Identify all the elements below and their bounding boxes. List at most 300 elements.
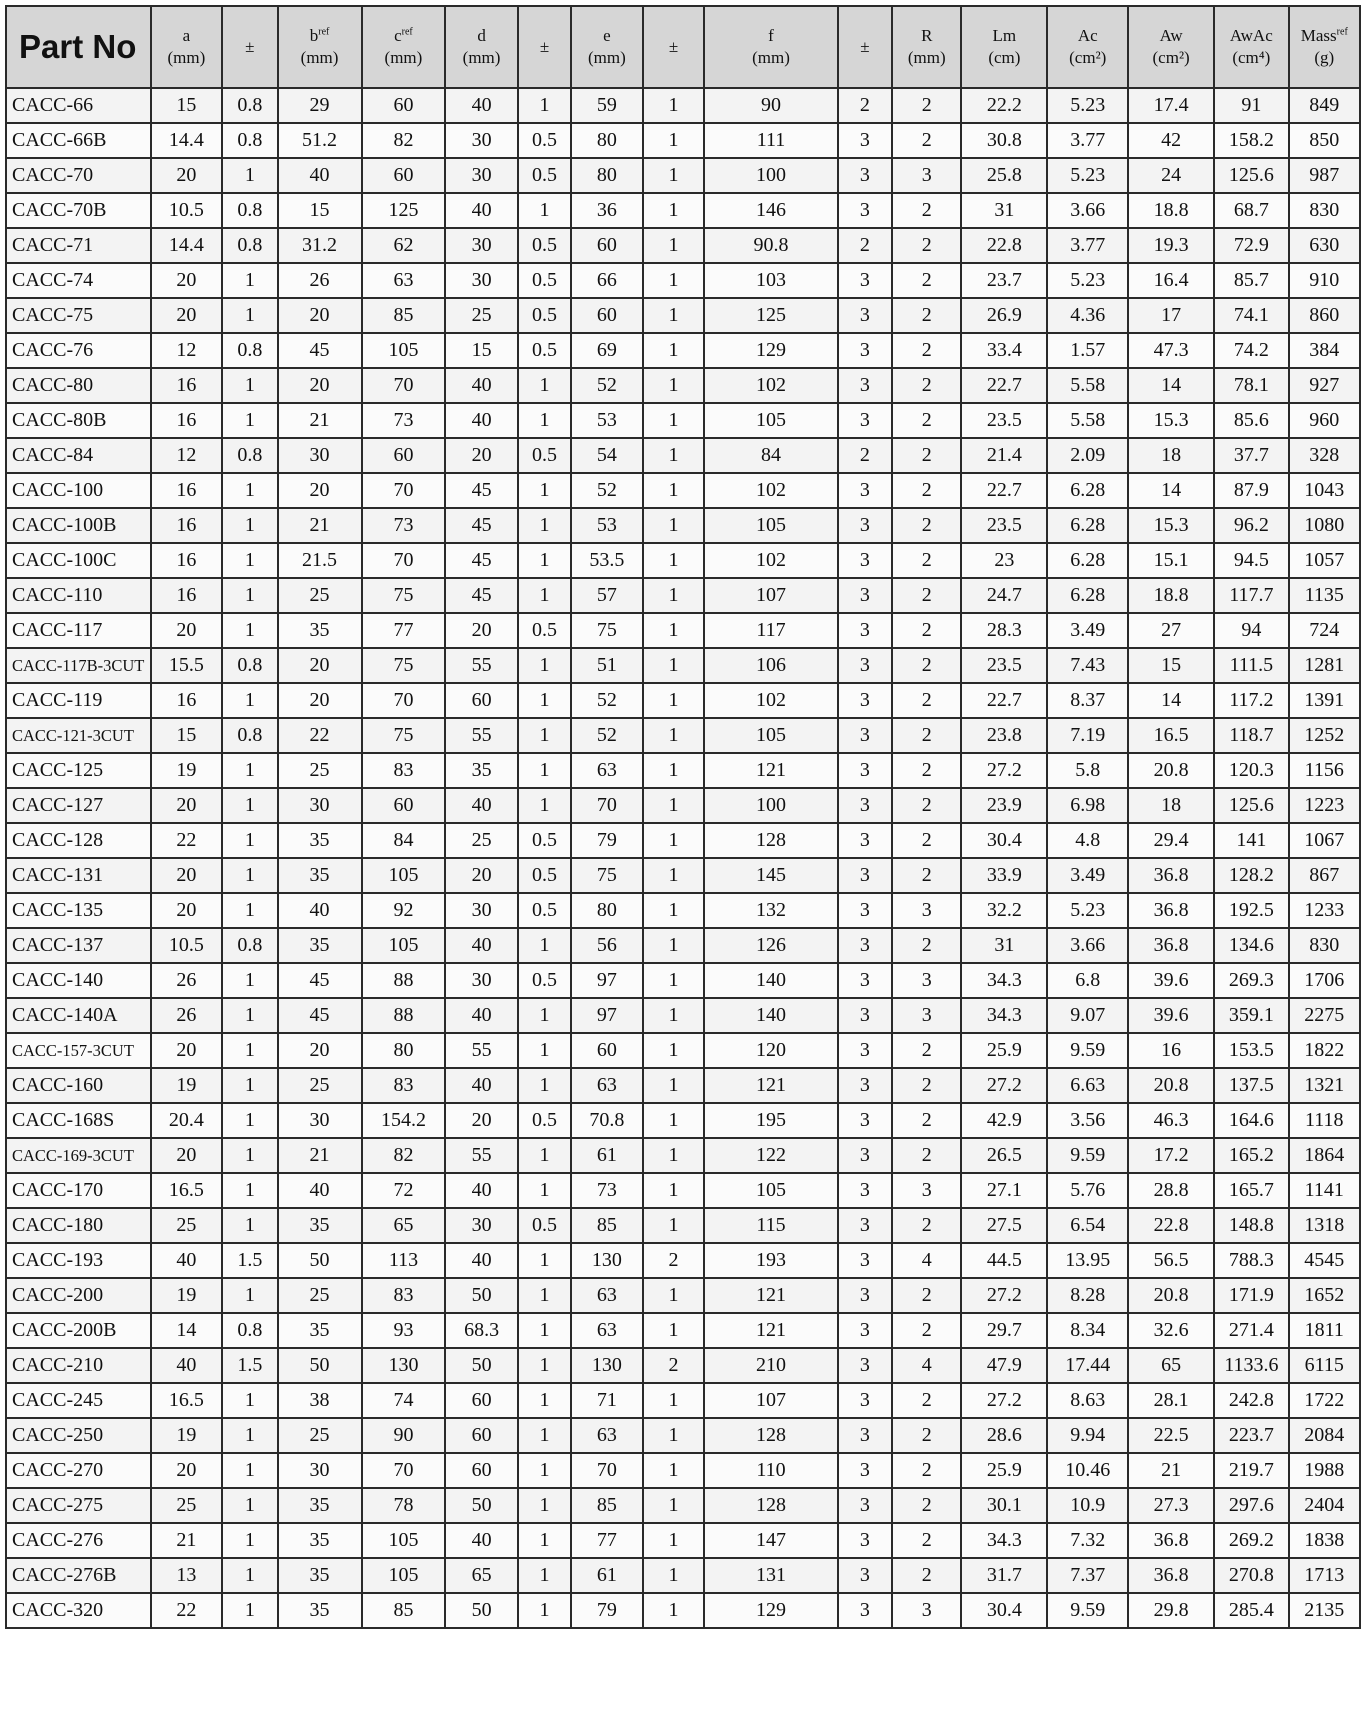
cell-c: 85 [362, 1593, 446, 1628]
cell-c: 77 [362, 613, 446, 648]
cell-mass: 4545 [1289, 1243, 1360, 1278]
cell-tol_f: 3 [838, 683, 893, 718]
cell-aw: 28.8 [1128, 1173, 1214, 1208]
cell-f: 121 [704, 1278, 837, 1313]
cell-awac: 164.6 [1214, 1103, 1288, 1138]
cell-tol_e: 1 [643, 1558, 705, 1593]
cell-ac: 3.66 [1047, 193, 1128, 228]
table-row [6, 1138, 1360, 1173]
cell-awac: 74.1 [1214, 298, 1288, 333]
cell-b: 40 [278, 158, 362, 193]
cell-mass: 2404 [1289, 1488, 1360, 1523]
cell-c: 75 [362, 718, 446, 753]
cell-b: 21 [278, 1138, 362, 1173]
cell-d: 40 [445, 998, 517, 1033]
cell-aw: 14 [1128, 368, 1214, 403]
cell-awac: 148.8 [1214, 1208, 1288, 1243]
column-header-r [892, 6, 961, 88]
cell-tol_e: 1 [643, 648, 705, 683]
cell-r: 2 [892, 543, 961, 578]
cell-lm: 33.9 [961, 858, 1047, 893]
cell-f: 102 [704, 543, 837, 578]
cell-ac: 8.37 [1047, 683, 1128, 718]
column-header-symbol-text: b [309, 26, 319, 45]
cell-c: 78 [362, 1488, 446, 1523]
part-number-cell: CACC-110 [6, 578, 151, 613]
cell-tol_a: 1.5 [222, 1348, 278, 1383]
cell-ac: 3.49 [1047, 613, 1128, 648]
cell-aw: 14 [1128, 473, 1214, 508]
cell-c: 105 [362, 858, 446, 893]
cell-d: 30 [445, 158, 517, 193]
cell-tol_e: 1 [643, 1313, 705, 1348]
part-number-cell: CACC-66 [6, 88, 151, 123]
cell-tol_d: 1 [518, 998, 571, 1033]
cell-r: 2 [892, 788, 961, 823]
table-row [6, 578, 1360, 613]
cell-a: 25 [151, 1208, 222, 1243]
cell-c: 105 [362, 1523, 446, 1558]
cell-c: 88 [362, 963, 446, 998]
cell-d: 20 [445, 858, 517, 893]
cell-tol_a: 1.5 [222, 1243, 278, 1278]
cell-b: 51.2 [278, 123, 362, 158]
column-header-symbol-text: Ac [1077, 26, 1098, 45]
cell-f: 121 [704, 1068, 837, 1103]
cell-c: 90 [362, 1418, 446, 1453]
cell-d: 55 [445, 1033, 517, 1068]
cell-aw: 15 [1128, 648, 1214, 683]
cell-b: 25 [278, 753, 362, 788]
cell-e: 80 [571, 158, 642, 193]
cell-f: 140 [704, 998, 837, 1033]
cell-ac: 4.8 [1047, 823, 1128, 858]
part-number-cell: CACC-117 [6, 613, 151, 648]
cell-tol_a: 1 [222, 753, 278, 788]
cell-b: 15 [278, 193, 362, 228]
part-number-cell: CACC-193 [6, 1243, 151, 1278]
cell-r: 2 [892, 1383, 961, 1418]
cell-tol_d: 1 [518, 1068, 571, 1103]
table-row [6, 158, 1360, 193]
cell-aw: 16 [1128, 1033, 1214, 1068]
cell-tol_f: 3 [838, 1068, 893, 1103]
cell-tol_e: 1 [643, 858, 705, 893]
cell-r: 3 [892, 893, 961, 928]
part-number-cell: CACC-125 [6, 753, 151, 788]
table-row [6, 1243, 1360, 1278]
cell-d: 40 [445, 1173, 517, 1208]
cell-c: 70 [362, 683, 446, 718]
cell-c: 125 [362, 193, 446, 228]
cell-tol_d: 1 [518, 1523, 571, 1558]
column-header-unit: (cm²) [1069, 48, 1107, 67]
cell-tol_f: 3 [838, 718, 893, 753]
column-header-symbol-text: a [182, 26, 191, 45]
cell-mass: 867 [1289, 858, 1360, 893]
cell-tol_f: 3 [838, 998, 893, 1033]
cell-e: 70 [571, 788, 642, 823]
cell-aw: 15.1 [1128, 543, 1214, 578]
cell-tol_a: 1 [222, 823, 278, 858]
column-header-symbol [223, 36, 277, 58]
cell-ac: 6.28 [1047, 473, 1128, 508]
cell-r: 2 [892, 928, 961, 963]
cell-awac: 94.5 [1214, 543, 1288, 578]
cell-a: 20 [151, 858, 222, 893]
table-row [6, 298, 1360, 333]
cell-mass: 860 [1289, 298, 1360, 333]
cell-aw: 36.8 [1128, 893, 1214, 928]
cell-b: 21.5 [278, 543, 362, 578]
cell-e: 85 [571, 1208, 642, 1243]
cell-tol_d: 1 [518, 1313, 571, 1348]
cell-tol_e: 1 [643, 298, 705, 333]
cell-c: 75 [362, 648, 446, 683]
cell-e: 63 [571, 1068, 642, 1103]
cell-ac: 2.09 [1047, 438, 1128, 473]
cell-tol_d: 1 [518, 543, 571, 578]
cell-d: 40 [445, 928, 517, 963]
cell-mass: 1233 [1289, 893, 1360, 928]
cell-c: 65 [362, 1208, 446, 1243]
part-number-cell: CACC-70B [6, 193, 151, 228]
cell-f: 102 [704, 683, 837, 718]
cell-e: 57 [571, 578, 642, 613]
cell-b: 21 [278, 508, 362, 543]
column-header-unit: (mm) [384, 48, 423, 67]
cell-tol_d: 0.5 [518, 823, 571, 858]
cell-e: 52 [571, 473, 642, 508]
cell-b: 35 [278, 858, 362, 893]
cell-awac: 297.6 [1214, 1488, 1288, 1523]
cell-aw: 20.8 [1128, 1278, 1214, 1313]
part-number-cell: CACC-70 [6, 158, 151, 193]
cell-tol_d: 0.5 [518, 858, 571, 893]
cell-mass: 630 [1289, 228, 1360, 263]
cell-e: 53.5 [571, 543, 642, 578]
cell-lm: 31 [961, 928, 1047, 963]
cell-b: 35 [278, 1208, 362, 1243]
column-header-unit: (mm) [167, 48, 206, 67]
cell-d: 15 [445, 333, 517, 368]
cell-tol_e: 1 [643, 1523, 705, 1558]
cell-tol_e: 1 [643, 928, 705, 963]
cell-mass: 1988 [1289, 1453, 1360, 1488]
cell-awac: 153.5 [1214, 1033, 1288, 1068]
part-number-cell: CACC-75 [6, 298, 151, 333]
cell-f: 195 [704, 1103, 837, 1138]
column-header-unit: (cm⁴) [1232, 48, 1271, 67]
cell-tol_a: 1 [222, 1593, 278, 1628]
cell-ac: 6.54 [1047, 1208, 1128, 1243]
cell-f: 90.8 [704, 228, 837, 263]
column-header-symbol-text: Mass [1300, 26, 1337, 45]
column-header-mass [1289, 6, 1360, 88]
table-row [6, 1418, 1360, 1453]
cell-b: 20 [278, 368, 362, 403]
cell-tol_a: 0.8 [222, 718, 278, 753]
cell-d: 40 [445, 1068, 517, 1103]
cell-aw: 65 [1128, 1348, 1214, 1383]
cell-aw: 32.6 [1128, 1313, 1214, 1348]
cell-a: 15 [151, 88, 222, 123]
cell-a: 12 [151, 333, 222, 368]
cell-awac: 85.7 [1214, 263, 1288, 298]
cell-r: 2 [892, 333, 961, 368]
cell-aw: 14 [1128, 683, 1214, 718]
cell-d: 40 [445, 403, 517, 438]
cell-ac: 6.28 [1047, 578, 1128, 613]
cell-ac: 6.28 [1047, 508, 1128, 543]
cell-tol_d: 1 [518, 1453, 571, 1488]
table-row [6, 1593, 1360, 1628]
part-number-cell: CACC-84 [6, 438, 151, 473]
cell-lm: 27.2 [961, 1068, 1047, 1103]
cell-tol_a: 1 [222, 403, 278, 438]
cell-mass: 850 [1289, 123, 1360, 158]
cell-e: 75 [571, 613, 642, 648]
cell-lm: 27.2 [961, 1278, 1047, 1313]
cell-d: 60 [445, 1453, 517, 1488]
cell-mass: 1811 [1289, 1313, 1360, 1348]
cell-r: 2 [892, 648, 961, 683]
cell-aw: 36.8 [1128, 1558, 1214, 1593]
cell-d: 45 [445, 543, 517, 578]
cell-ac: 5.23 [1047, 158, 1128, 193]
cell-lm: 34.3 [961, 963, 1047, 998]
table-row [6, 1523, 1360, 1558]
cell-r: 2 [892, 1488, 961, 1523]
cell-tol_e: 1 [643, 963, 705, 998]
cell-d: 50 [445, 1593, 517, 1628]
column-header-unit: (g) [1314, 48, 1335, 67]
cell-mass: 2135 [1289, 1593, 1360, 1628]
cell-tol_a: 1 [222, 1138, 278, 1173]
cell-tol_e: 1 [643, 1383, 705, 1418]
cell-tol_d: 0.5 [518, 438, 571, 473]
cell-tol_f: 3 [838, 893, 893, 928]
cell-f: 125 [704, 298, 837, 333]
table-row [6, 753, 1360, 788]
cell-awac: 270.8 [1214, 1558, 1288, 1593]
cell-d: 45 [445, 578, 517, 613]
cell-e: 52 [571, 718, 642, 753]
cell-tol_d: 0.5 [518, 893, 571, 928]
cell-awac: 128.2 [1214, 858, 1288, 893]
cell-tol_f: 3 [838, 928, 893, 963]
cell-f: 121 [704, 753, 837, 788]
cell-awac: 788.3 [1214, 1243, 1288, 1278]
cell-aw: 16.4 [1128, 263, 1214, 298]
cell-tol_f: 3 [838, 473, 893, 508]
cell-ac: 9.94 [1047, 1418, 1128, 1453]
cell-e: 79 [571, 1593, 642, 1628]
cell-tol_f: 3 [838, 158, 893, 193]
cell-ac: 8.28 [1047, 1278, 1128, 1313]
part-number-cell: CACC-245 [6, 1383, 151, 1418]
cell-d: 20 [445, 613, 517, 648]
cell-b: 35 [278, 1593, 362, 1628]
cell-tol_a: 1 [222, 508, 278, 543]
cell-e: 77 [571, 1523, 642, 1558]
cell-tol_e: 1 [643, 683, 705, 718]
cell-tol_e: 1 [643, 473, 705, 508]
cell-aw: 36.8 [1128, 1523, 1214, 1558]
cell-awac: 285.4 [1214, 1593, 1288, 1628]
cell-f: 84 [704, 438, 837, 473]
table-row [6, 193, 1360, 228]
cell-mass: 1391 [1289, 683, 1360, 718]
column-header-symbol-text: c [394, 26, 402, 45]
part-number-cell: CACC-100 [6, 473, 151, 508]
cell-aw: 17 [1128, 298, 1214, 333]
cell-c: 105 [362, 333, 446, 368]
table-row [6, 333, 1360, 368]
cell-tol_f: 3 [838, 648, 893, 683]
cell-a: 20 [151, 1033, 222, 1068]
cell-tol_e: 1 [643, 543, 705, 578]
cell-d: 45 [445, 473, 517, 508]
cell-tol_e: 1 [643, 158, 705, 193]
part-number-cell: CACC-210 [6, 1348, 151, 1383]
cell-tol_f: 3 [838, 1383, 893, 1418]
cell-tol_e: 1 [643, 438, 705, 473]
cell-a: 22 [151, 823, 222, 858]
column-header-symbol [572, 25, 641, 47]
cell-tol_e: 1 [643, 193, 705, 228]
cell-tol_d: 1 [518, 193, 571, 228]
core-spec-table [5, 5, 1361, 1629]
cell-lm: 25.8 [961, 158, 1047, 193]
cell-awac: 1133.6 [1214, 1348, 1288, 1383]
cell-ac: 5.58 [1047, 368, 1128, 403]
cell-tol_d: 1 [518, 1348, 571, 1383]
cell-tol_e: 1 [643, 403, 705, 438]
cell-e: 36 [571, 193, 642, 228]
cell-lm: 22.7 [961, 683, 1047, 718]
cell-tol_e: 1 [643, 1453, 705, 1488]
column-header-superscript: ref [401, 26, 413, 38]
cell-tol_a: 1 [222, 1103, 278, 1138]
cell-r: 3 [892, 158, 961, 193]
cell-tol_f: 3 [838, 578, 893, 613]
cell-c: 82 [362, 123, 446, 158]
column-header-symbol [363, 25, 445, 47]
cell-tol_a: 0.8 [222, 193, 278, 228]
cell-c: 63 [362, 263, 446, 298]
cell-d: 60 [445, 1418, 517, 1453]
part-number-cell: CACC-250 [6, 1418, 151, 1453]
cell-tol_d: 0.5 [518, 263, 571, 298]
column-header-aw [1128, 6, 1214, 88]
cell-e: 80 [571, 893, 642, 928]
cell-a: 22 [151, 1593, 222, 1628]
cell-tol_e: 1 [643, 578, 705, 613]
cell-b: 35 [278, 823, 362, 858]
table-row [6, 1033, 1360, 1068]
cell-e: 80 [571, 123, 642, 158]
cell-a: 20 [151, 893, 222, 928]
cell-ac: 3.56 [1047, 1103, 1128, 1138]
part-number-cell: CACC-100C [6, 543, 151, 578]
cell-ac: 5.58 [1047, 403, 1128, 438]
cell-awac: 223.7 [1214, 1418, 1288, 1453]
cell-awac: 72.9 [1214, 228, 1288, 263]
cell-awac: 158.2 [1214, 123, 1288, 158]
cell-aw: 29.8 [1128, 1593, 1214, 1628]
cell-tol_f: 3 [838, 1173, 893, 1208]
cell-tol_e: 1 [643, 88, 705, 123]
cell-tol_a: 1 [222, 1453, 278, 1488]
cell-awac: 118.7 [1214, 718, 1288, 753]
cell-tol_f: 3 [838, 1453, 893, 1488]
cell-tol_d: 1 [518, 578, 571, 613]
cell-tol_d: 1 [518, 1488, 571, 1523]
cell-tol_f: 3 [838, 1488, 893, 1523]
cell-tol_f: 3 [838, 1278, 893, 1313]
cell-a: 10.5 [151, 928, 222, 963]
cell-ac: 1.57 [1047, 333, 1128, 368]
cell-aw: 27 [1128, 613, 1214, 648]
cell-tol_e: 1 [643, 1068, 705, 1103]
cell-tol_e: 1 [643, 1138, 705, 1173]
cell-tol_f: 3 [838, 753, 893, 788]
cell-awac: 269.2 [1214, 1523, 1288, 1558]
column-header-unit: (mm) [907, 48, 946, 67]
cell-lm: 22.7 [961, 368, 1047, 403]
cell-b: 20 [278, 683, 362, 718]
column-header-symbol-text: ± [860, 37, 870, 56]
table-row [6, 543, 1360, 578]
cell-tol_e: 1 [643, 263, 705, 298]
cell-e: 53 [571, 508, 642, 543]
cell-r: 2 [892, 403, 961, 438]
table-row [6, 228, 1360, 263]
part-number-cell: CACC-200 [6, 1278, 151, 1313]
cell-b: 50 [278, 1243, 362, 1278]
cell-tol_d: 1 [518, 1383, 571, 1418]
cell-tol_f: 3 [838, 1593, 893, 1628]
cell-awac: 271.4 [1214, 1313, 1288, 1348]
cell-e: 69 [571, 333, 642, 368]
column-header-unit: (mm) [752, 48, 790, 67]
cell-e: 70 [571, 1453, 642, 1488]
cell-d: 55 [445, 648, 517, 683]
cell-aw: 42 [1128, 123, 1214, 158]
cell-tol_a: 1 [222, 473, 278, 508]
cell-aw: 19.3 [1128, 228, 1214, 263]
column-header-tol_e [643, 6, 705, 88]
part-number-cell: CACC-270 [6, 1453, 151, 1488]
column-header-awac [1214, 6, 1288, 88]
cell-tol_e: 1 [643, 508, 705, 543]
cell-tol_f: 3 [838, 823, 893, 858]
cell-b: 20 [278, 1033, 362, 1068]
cell-ac: 3.77 [1047, 123, 1128, 158]
part-number-cell: CACC-121-3CUT [6, 718, 151, 753]
cell-tol_a: 1 [222, 263, 278, 298]
cell-tol_f: 3 [838, 1348, 893, 1383]
cell-mass: 1318 [1289, 1208, 1360, 1243]
cell-aw: 28.1 [1128, 1383, 1214, 1418]
cell-mass: 1281 [1289, 648, 1360, 683]
cell-c: 60 [362, 438, 446, 473]
column-header-unit: (mm) [300, 48, 339, 67]
part-number-cell: CACC-276 [6, 1523, 151, 1558]
cell-tol_e: 1 [643, 1208, 705, 1243]
cell-lm: 22.8 [961, 228, 1047, 263]
